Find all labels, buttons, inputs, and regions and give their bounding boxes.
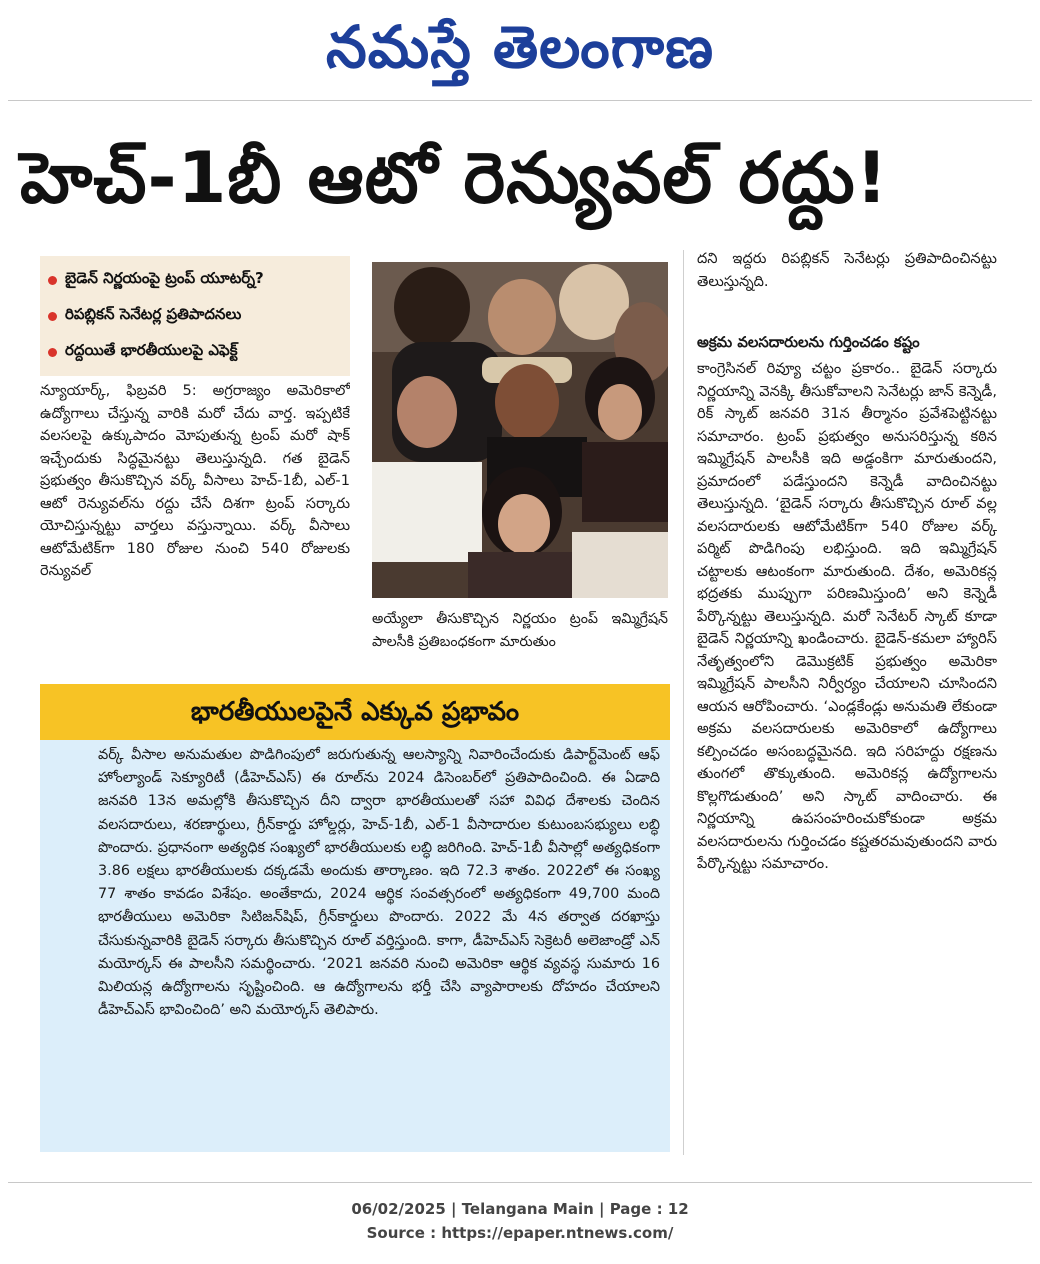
masthead: నమస్తే తెలంగాణ <box>326 13 714 81</box>
right-column-top: దని ఇద్దరు రిపబ్లికన్ సెనేటర్లు ప్రతిపాదించినట్టు తెలుస్తున్నది. <box>697 250 997 290</box>
box-title: భారతీయులపైనే ఎక్కువ ప్రభావం <box>40 684 670 740</box>
headline: హెచ్-1బీ ఆటో రెన్యువల్ రద్దు! <box>20 137 889 219</box>
bullet-dot-icon <box>48 312 57 321</box>
bullet-text: రిపబ్లికన్ సెనేటర్ల ప్రతిపాదనలు <box>65 305 242 323</box>
right-subheading: అక్రమ వలసదారులను గుర్తించడం కష్టం <box>697 334 920 351</box>
bullet-item <box>48 262 342 298</box>
left-column-text: న్యూయార్క్, ఫిబ్రవరి 5: అగ్రరాజ్యం అమెరికాలో ఉద్యోగాలు చేస్తున్న వారికి మరో చేదు వార్త. ఇప్పటికే వలసలపై ఉక్కుపాదం మోపుతున్న ట్రంప్ మరో షాక్ ఇచ్చేందుకు సిద్ధమైనట్టు తెలుస్తున్నది. గత బైడెన్ ప్రభుత్వం తీసుకొచ్చిన వర్క్ వీసాలు హెచ్-1బీ, ఎల్-1 ఆటో రెన్యువల్‌ను రద్దు చేసే దిశగా ట్రంప్ సర్కారు యోచిస్తున్నట్టు వార్తలు వస్తున్నాయి. వర్క్ వీసాలు ఆటోమేటిక్‌గా 180 రోజుల నుంచి 540 రోజులకు రెన్యువల్ <box>40 382 350 579</box>
news-photo <box>372 262 668 598</box>
bullet-dot-icon <box>48 348 57 357</box>
photo-caption: అయ్యేలా తీసుకొచ్చిన నిర్ణయం ట్రంప్ ఇమ్మిగ్రేషన్ పాలసీకి ప్రతిబంధకంగా మారుతుం <box>372 611 668 650</box>
masthead-divider <box>8 100 1032 101</box>
students-photo-icon <box>372 262 668 598</box>
bullet-dot-icon <box>48 276 57 285</box>
bullet-text: బైడెన్ నిర్ణయంపై ట్రంప్ యూటర్న్? <box>65 269 264 287</box>
box-body: వర్క్ వీసాల అనుమతుల పొడిగింపులో జరుగుతున్న ఆలస్యాన్ని నివారించేందుకు డిపార్ట్‌మెంట్ ఆఫ్ హోంల్యాండ్ సెక్యూరిటీ (డీహెచ్ఎస్) ఈ రూల్‌ను 2024 డిసెంబర్‌లో ప్రతిపాదించింది. ఈ ఏడాది జనవరి 13న అమల్లోకి తీసుకొచ్చిన దీని ద్వారా భారతీయులతో సహా వివిధ దేశాలకు చెందిన వలసదారులు, శరణార్థులు, గ్రీన్‌కార్డు హోల్డర్లు, హెచ్-1బీ, ఎల్-1 వీసాదారుల కుటుంబసభ్యులు లబ్ధి పొందారు. ప్రధానంగా అత్యధిక సంఖ్యలో భారతీయులకు లబ్ధి జరిగింది. హెచ్-1బీ వీసాల్లో అత్యధికంగా 3.86 లక్షలు భారతీయులకు దక్కడమే అందుకు తార్కాణం. ఇది 72.3 శాతం. 2022లో ఈ సంఖ్య 77 శాతం కావడం విశేషం. అంతేకాదు, 2024 ఆర్థిక సంవత్సరంలో అత్యధికంగా 49,700 మంది భారతీయులు అమెరికా సిటిజన్‌షిప్, గ్రీన్‌కార్డులు పొందారు. 2022 మే 4న తర్వాత దరఖాస్తు చేసుకున్నవారికి బైడెన్ సర్కారు తీసుకొచ్చిన రూల్ వర్తిస్తుంది. కాగా, డీహెచ్ఎస్ సెక్రెటరీ అలెజాండ్రో ఎన్ మయోర్కస్ ఈ పాలసీని సమర్థించారు. ‘2021 జనవరి నుంచి అమెరికా ఆర్థిక వ్యవస్థ సుమారు 16 మిలియన్ల ఉద్యోగాలను సృష్టించింది. ఆ ఉద్యోగాలను భర్తీ చేసి వ్యాపారాలకు దోహదం చేయాలని డీహెచ్ఎస్ భావించింది’ అని మయోర్కస్ తెలిపారు. <box>40 740 670 1152</box>
bullet-text: రద్దయితే భారతీయులపై ఎఫెక్ట్ <box>65 341 238 359</box>
column-divider <box>683 250 684 1155</box>
footer-divider <box>8 1182 1032 1183</box>
footer-source-line: Source : https://epaper.ntnews.com/ <box>366 1224 674 1242</box>
footer-date-line: 06/02/2025 | Telangana Main | Page : 12 <box>351 1200 689 1218</box>
right-column-body: కాంగ్రెసినల్ రివ్యూ చట్టం ప్రకారం.. బైడెన్ సర్కారు నిర్ణయాన్ని వెనక్కి తీసుకోవాలని సెనేటర్లు జాన్ కెన్నెడీ, రిక్ స్కాట్ జనవరి 31న తీర్మానం ప్రవేశపెట్టినట్టు సమాచారం. ట్రంప్ ప్రభుత్వం అనుసరిస్తున్న కఠిన ఇమ్మిగ్రేషన్ పాలసీకి ఇది అడ్డంకిగా మారుతుందని, ప్రమాదంలో పడేస్తుందని కెన్నెడీ వాదించినట్టు తెలుస్తున్నది. ‘బైడెన్ సర్కారు తీసుకొచ్చిన రూల్ వల్ల వలసదారులకు ఆటోమేటిక్‌గా 540 రోజుల వర్క్ పర్మిట్ పొడిగింపు లభిస్తుంది. ఇది ఇమ్మిగ్రేషన్ చట్టాలకు ఆటంకంగా మారుతుంది. దేశం, అమెరికన్ల భద్రతకు ముప్పుగా పరిణమిస్తుంది’ అని కెన్నెడీ పేర్కొన్నట్టు తెలుస్తున్నది. మరో సెనేటర్ స్కాట్ కూడా బైడెన్ నిర్ణయాన్ని ఖండించారు. బైడెన్-కమలా హ్యారిస్ నేతృత్వంలోని డెమొక్రటిక్ ప్రభుత్వం అమెరికా ఇమ్మిగ్రేషన్ పాలసీని నిర్వీర్యం చేయాలని చూసిందని ఆయన ఆరోపించారు. ‘ఎండ్లకేండ్లు అనుమతి లేకుండా అక్రమ వలసదారులకు అమెరికాలో ఉద్యోగాలు కల్పించడం అసంబద్ధమైనది. ఇది సరిహద్దు రక్షణను తుంగలో తొక్కుతుంది. అమెరికన్ల ఉద్యోగాలను కొల్లగొడుతుంది’ అని స్కాట్ వాదించారు. ఈ నిర్ణయాన్ని ఉపసంహరించుకోకుండా అక్రమ వలసదారులను గుర్తించడం కష్టతరమవుతుందని వారు పేర్కొన్నట్టు సమాచారం. <box>697 360 997 872</box>
bullet-item <box>48 298 342 334</box>
bullet-item <box>48 334 342 370</box>
bullet-box <box>40 256 350 376</box>
